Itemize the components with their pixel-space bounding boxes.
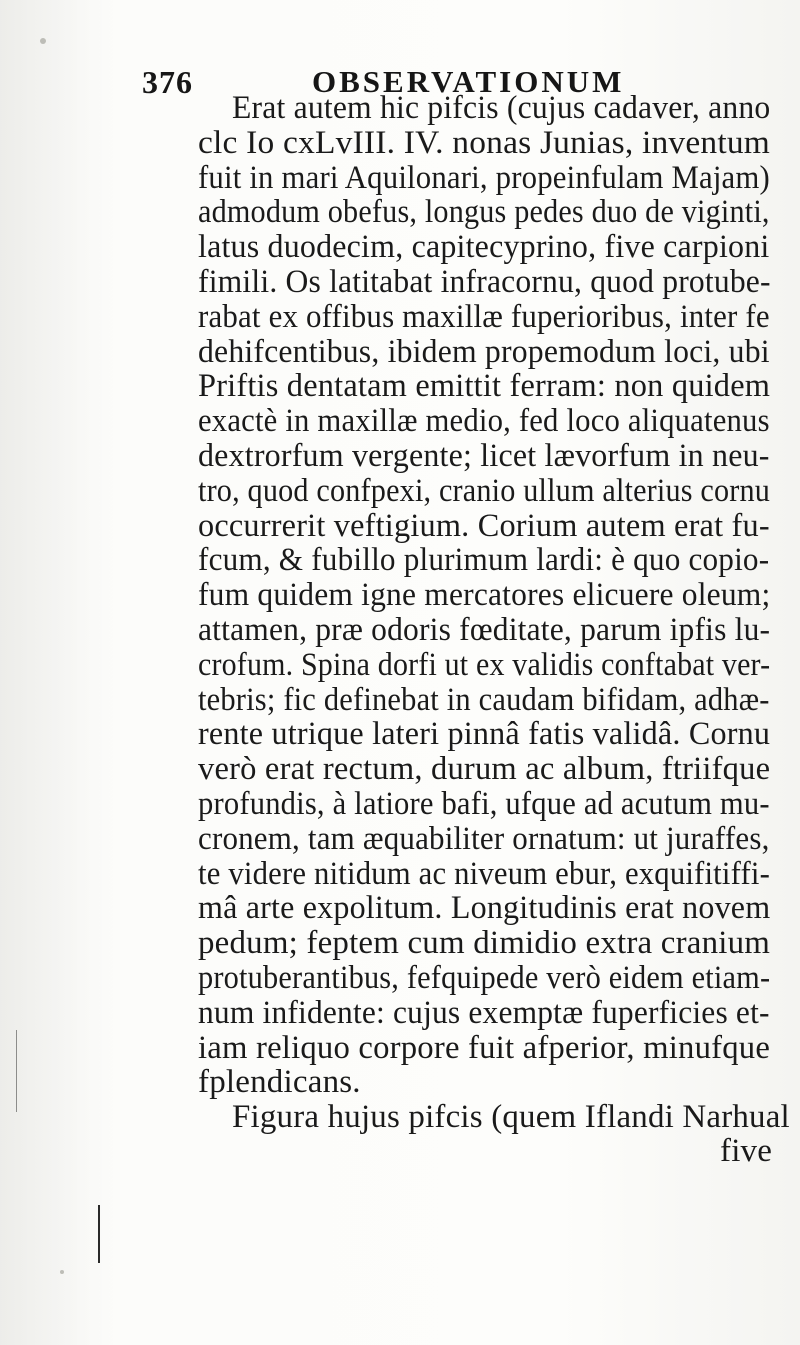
text-line: fimili. Os latitabat infracornu, quod protube- bbox=[198, 264, 771, 300]
text-line: Erat autem hic pifcis (cujus cadaver, anno bbox=[232, 90, 771, 126]
text-line: five bbox=[720, 1133, 773, 1170]
text-line: clc Io cxLvIII. IV. nonas Junias, inventum bbox=[198, 124, 770, 161]
text-line: rabat ex offibus maxillæ fuperioribus, inter fe bbox=[198, 298, 770, 335]
text-line: cronem, tam æquabiliter ornatum: ut juraffes, bbox=[198, 820, 770, 857]
text-line: Priftis dentatam emittit ferram: non quidem bbox=[198, 368, 771, 405]
text-line: profundis, à latiore bafi, ufque ad acutum mu- bbox=[198, 786, 770, 822]
text-line: tebris; fic definebat in caudam bifidam, adhæ- bbox=[198, 681, 770, 718]
text-line: crofum. Spina dorfi ut ex validis conftabat ver- bbox=[198, 646, 771, 683]
text-line: rente utrique lateri pinnâ fatis validâ. Cornu bbox=[198, 716, 771, 753]
text-line: fuit in mari Aquilonari, propeinfulam Majam) bbox=[198, 159, 770, 196]
running-title: OBSERVATIONUM bbox=[312, 64, 625, 99]
text-line: latus duodecim, capitecyprino, five carpioni bbox=[198, 229, 770, 266]
text-line: Figura hujus pifcis (quem Iflandi Narhual bbox=[232, 1099, 790, 1136]
text-line: num infidente: cujus exemptæ fuperficies et- bbox=[198, 994, 770, 1031]
margin-rule-mark bbox=[98, 1205, 100, 1263]
text-line: tro, quod confpexi, cranio ullum alterius cornu bbox=[198, 472, 771, 509]
text-line: dehifcentibus, ibidem propemodum loci, ubi bbox=[198, 333, 770, 370]
text-line: protuberantibus, fefquipede verò eidem etiam- bbox=[198, 960, 771, 996]
text-line: exactè in maxillæ medio, fed loco aliquatenus bbox=[198, 403, 770, 440]
margin-rule-mark bbox=[16, 1030, 17, 1112]
text-line: dextrorfum vergente; licet lævorfum in neu- bbox=[198, 438, 770, 474]
text-line: attamen, præ odoris fœditate, parum ipfis lu- bbox=[198, 612, 771, 648]
page-number: 376 bbox=[142, 64, 193, 100]
text-line: fplendicans. bbox=[198, 1064, 361, 1101]
text-line: te videre nitidum ac niveum ebur, exquifitiffi- bbox=[198, 855, 770, 892]
text-line: mâ arte expolitum. Longitudinis erat novem bbox=[198, 890, 771, 927]
paper-fleck bbox=[60, 1270, 64, 1274]
text-line: verò erat rectum, durum ac album, ftriifque bbox=[198, 751, 771, 788]
text-line: admodum obefus, longus pedes duo de viginti, bbox=[198, 194, 770, 231]
text-line: fum quidem igne mercatores elicuere oleum; bbox=[198, 577, 771, 614]
text-line: occurrerit veftigium. Corium autem erat fu- bbox=[198, 507, 770, 544]
text-line: pedum; feptem cum dimidio extra cranium bbox=[198, 925, 771, 962]
text-line: iam reliquo corpore fuit afperior, minufque bbox=[198, 1029, 771, 1066]
page-gutter-shadow bbox=[0, 0, 120, 1345]
text-line: fcum, & fubillo plurimum lardi: è quo copio- bbox=[198, 542, 770, 579]
paper-fleck bbox=[40, 38, 46, 44]
